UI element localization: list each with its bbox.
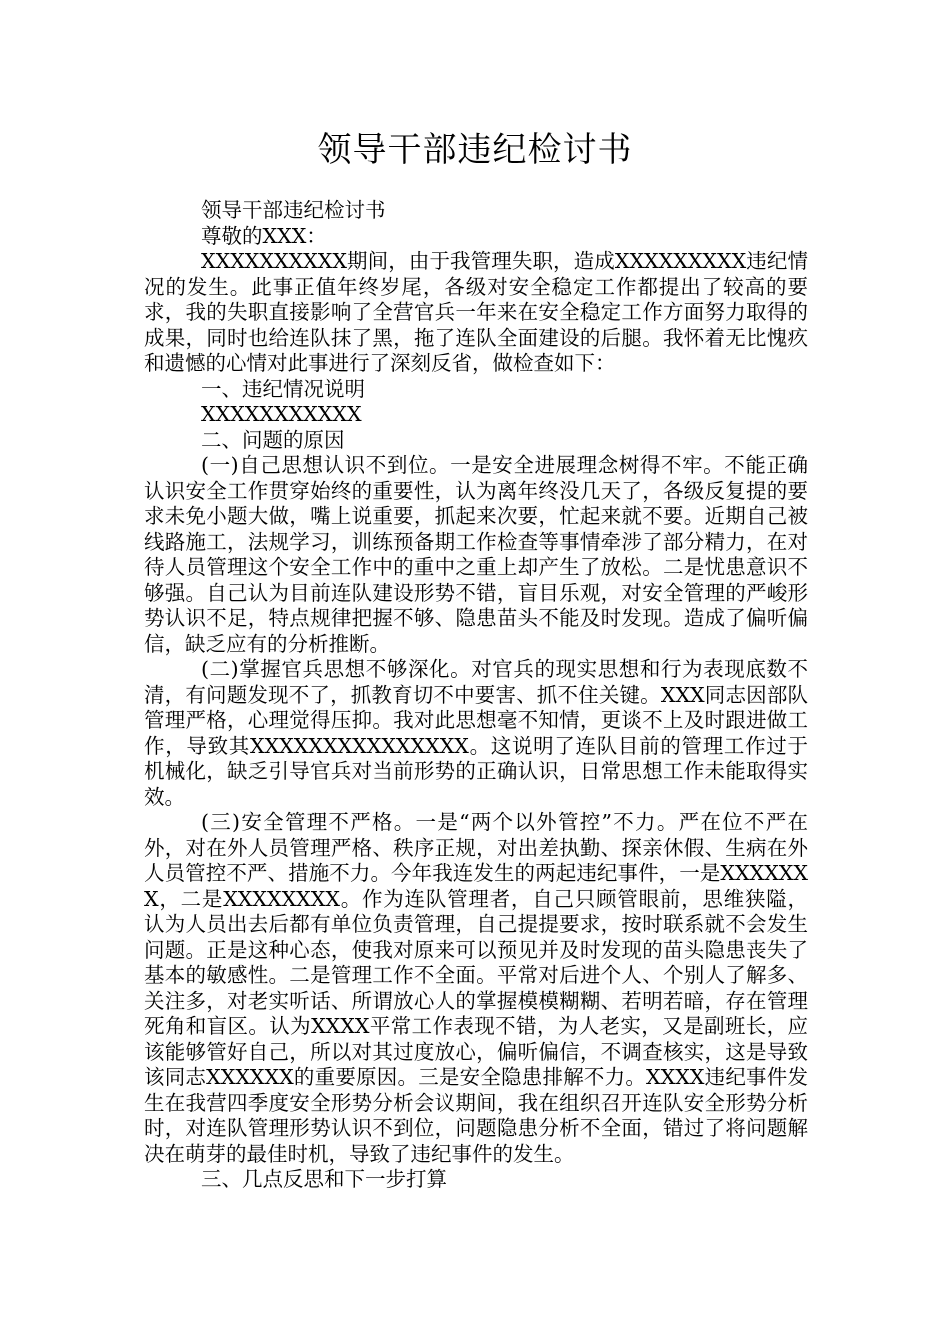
document-body [144,198,808,1193]
paragraph-reason-1: (一)自己思想认识不到位。一是安全进展理念树得不牢。不能正确认识安全工作贯穿始终的重要性，认为离年终没几天了，各级反复提的要求未免小题大做，嘴上说重要，抓起来次要，忙起来就不要。近期自己被线路施工，法规学习，训练预备期工作检查等事情牵涉了部分精力，在对待人员管理这个安全工作中的重中之重上却产生了放松。二是忧患意识不够强。自己认为目前连队建设形势不错，盲目乐观，对安全管理的严峻形势认识不足，特点规律把握不够、隐患苗头不能及时发现。造成了偏听偏信，缺乏应有的分析推断。 [144,453,808,656]
paragraph-intro: XXXXXXXXXX期间，由于我管理失职，造成XXXXXXXXX违纪情况的发生。此事正值年终岁尾，各级对安全稳定工作都提出了较高的要求，我的失职直接影响了全营官兵一年来在安全稳定工作方面努力取得的成果，同时也给连队抹了黑，拖了连队全面建设的后腿。我怀着无比愧疚和遗憾的心情对此事进行了深刻反省，做检查如下： [144,249,808,375]
paragraph-reason-3: (三)安全管理不严格。一是“两个以外管控”不力。严在位不严在外，对在外人员管理严格、秩序正规，对出差执勤、探亲休假、生病在外人员管控不严、措施不力。今年我连发生的两起违纪事件，一是XXXXXXX，二是XXXXXXXX。作为连队管理者，自己只顾管眼前，思维狭隘，认为人员出去后都有单位负责管理，自己提提要求，按时联系就不会发生问题。正是这种心态，使我对原来可以预见并及时发现的苗头隐患丧失了基本的敏感性。二是管理工作不全面。平常对后进个人、个别人了解多、关注多，对老实听话、所谓放心人的掌握模模糊糊、若明若暗，存在管理死角和盲区。认为XXXX平常工作表现不错，为人老实，又是副班长，应该能够管好自己，所以对其过度放心，偏听偏信，不调查核实，这是导致该同志XXXXXX的重要原因。三是安全隐患排解不力。XXXX违纪事件发生在我营四季度安全形势分析会议期间，我在组织召开连队安全形势分析时，对连队管理形势认识不到位，问题隐患分析不全面，错过了将问题解决在萌芽的最佳时机，导致了违纪事件的发生。 [144,810,808,1166]
paragraph-violation-detail: XXXXXXXXXXX [201,402,362,426]
paragraph-reason-2: (二)掌握官兵思想不够深化。对官兵的现实思想和行为表现底数不清，有问题发现不了，抓教育切不中要害、抓不住关键。XXX同志因部队管理严格，心理觉得压抑。我对此思想毫不知情，更谈不上及时跟进做工作，导致其XXXXXXXXXXXXXXX。这说明了连队目前的管理工作过于机械化，缺乏引导官兵对当前形势的正确认识，日常思想工作未能取得实效。 [144,657,808,809]
heading-section-2: 二、问题的原因 [201,427,345,452]
heading-section-3: 三、几点反思和下一步打算 [201,1167,447,1191]
heading-section-1: 一、违纪情况说明 [201,376,365,401]
document-title: 领导干部违纪检讨书 [317,130,633,170]
paragraph-salutation: 尊敬的XXX： [201,223,327,248]
paragraph-subtitle: 领导干部违纪检讨书 [201,198,386,222]
